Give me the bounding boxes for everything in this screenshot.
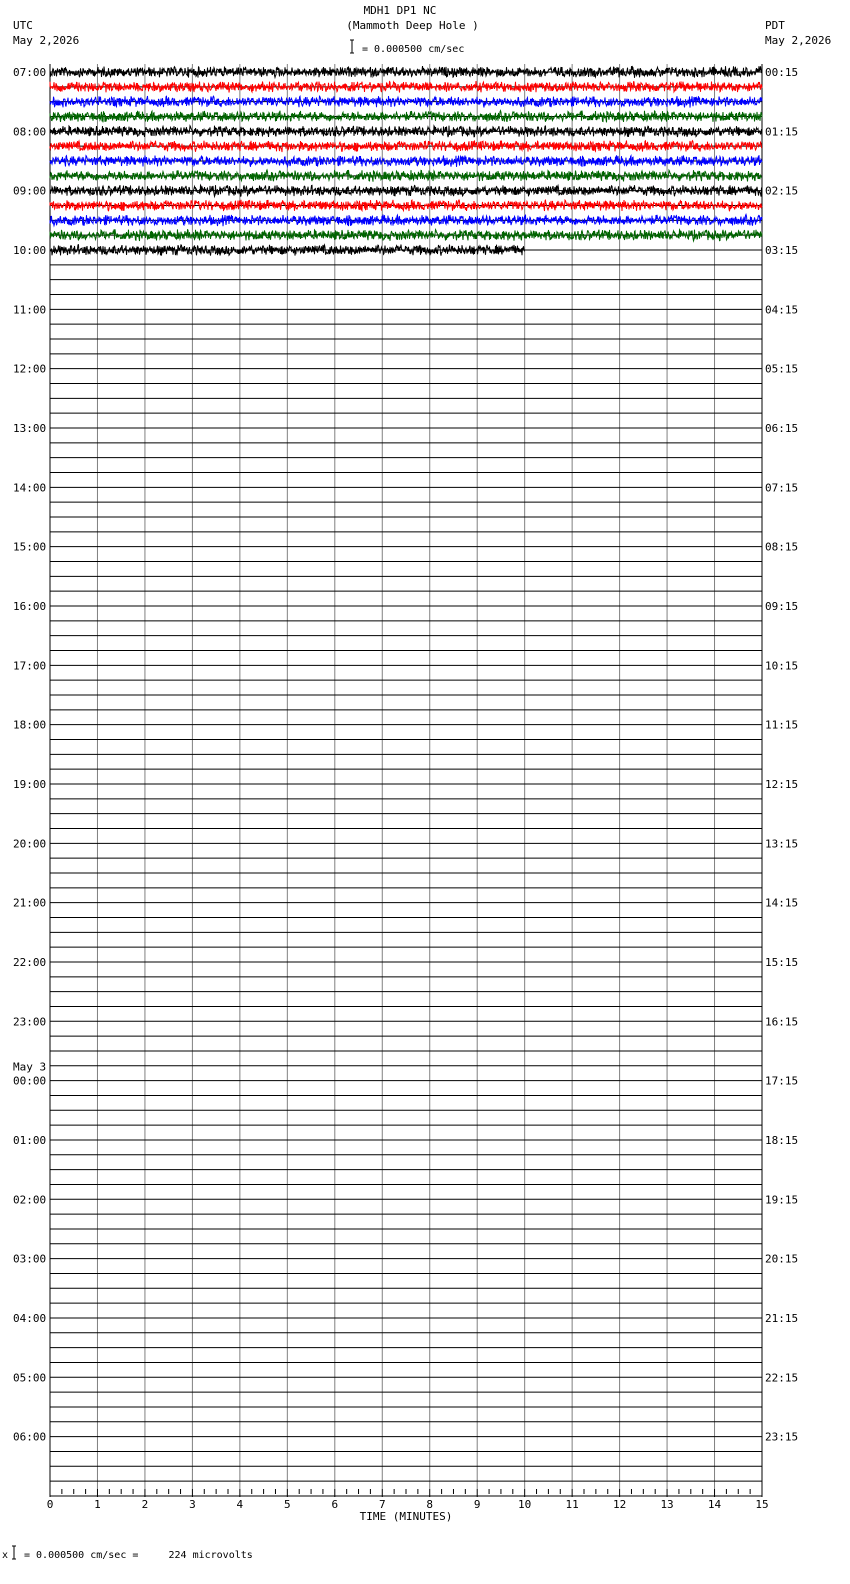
utc-hour-label: 02:00: [13, 1193, 47, 1207]
utc-hour-label: 03:00: [13, 1252, 47, 1266]
pdt-hour-label: 13:15: [765, 837, 799, 851]
station-location: (Mammoth Deep Hole ): [346, 19, 479, 32]
trace-row-8: [50, 185, 762, 197]
pdt-hour-label: 06:15: [765, 421, 799, 435]
pdt-hour-label: 10:15: [765, 659, 799, 673]
x-tick-label: 11: [565, 1498, 579, 1511]
day-change-label: May 3: [13, 1060, 47, 1074]
utc-hour-label: 22:00: [13, 955, 47, 969]
utc-hour-label: 16:00: [13, 599, 47, 613]
axis-labels: [12, 40, 798, 1559]
pdt-hour-label: 09:15: [765, 599, 799, 613]
trace-row-2: [50, 96, 762, 108]
utc-hour-label: 10:00: [13, 243, 47, 257]
pdt-hour-label: 21:15: [765, 1311, 799, 1325]
x-tick-label: 14: [707, 1498, 722, 1511]
pdt-hour-label: 16:15: [765, 1015, 799, 1029]
x-tick-label: 3: [189, 1498, 196, 1511]
trace-row-7: [50, 170, 762, 182]
utc-hour-label: 14:00: [13, 481, 47, 495]
pdt-hour-label: 00:15: [765, 66, 799, 79]
utc-hour-label: 15:00: [13, 540, 47, 554]
x-tick-label: 4: [236, 1498, 244, 1511]
x-tick-label: 1: [94, 1498, 101, 1511]
pdt-hour-label: 03:15: [765, 243, 799, 257]
trace-row-3: [50, 111, 762, 123]
plot-grid: [50, 64, 762, 1497]
x-tick-label: 5: [284, 1498, 291, 1511]
pdt-hour-label: 04:15: [765, 303, 799, 317]
pdt-hour-label: 15:15: [765, 955, 799, 969]
utc-hour-label: 07:00: [13, 66, 47, 79]
pdt-hour-label: 12:15: [765, 777, 799, 791]
x-tick-label: 7: [378, 1498, 386, 1511]
utc-hour-label: 12:00: [13, 362, 47, 376]
scale-label: = 0.000500 cm/sec: [362, 44, 465, 55]
pdt-hour-label: 20:15: [765, 1252, 799, 1266]
x-tick-label: 2: [141, 1498, 149, 1511]
pdt-hour-label: 01:15: [765, 125, 799, 139]
pdt-hour-label: 18:15: [765, 1133, 799, 1147]
utc-hour-label: 08:00: [13, 125, 47, 139]
footer-scale: = 0.000500 cm/sec = 224 microvolts: [24, 1550, 253, 1561]
x-tick-label: 10: [518, 1498, 532, 1511]
left-date: May 2,2026: [13, 34, 80, 47]
x-tick-label: 15: [755, 1498, 769, 1511]
utc-hour-label: 09:00: [13, 184, 47, 198]
utc-hour-label: 21:00: [13, 896, 47, 910]
right-timezone: PDT: [765, 19, 785, 32]
x-tick-label: 6: [331, 1498, 339, 1511]
x-tick-label: 0: [46, 1498, 54, 1511]
station-title: MDH1 DP1 NC: [363, 4, 437, 17]
utc-hour-label: 19:00: [13, 777, 47, 791]
x-axis-label: TIME (MINUTES): [359, 1510, 453, 1523]
utc-hour-label: 00:00: [13, 1074, 47, 1088]
x-tick-label: 13: [660, 1498, 674, 1511]
left-timezone: UTC: [13, 19, 33, 32]
trace-row-11: [50, 229, 762, 241]
pdt-hour-label: 05:15: [765, 362, 799, 376]
utc-hour-label: 06:00: [13, 1430, 47, 1444]
utc-hour-label: 05:00: [13, 1371, 47, 1385]
trace-row-1: [50, 81, 762, 92]
utc-hour-label: 23:00: [13, 1015, 47, 1029]
x-tick-label: 9: [473, 1498, 481, 1511]
utc-hour-label: 20:00: [13, 837, 47, 851]
pdt-hour-label: 23:15: [765, 1430, 799, 1444]
pdt-hour-label: 02:15: [765, 184, 799, 198]
utc-hour-label: 01:00: [13, 1133, 47, 1147]
pdt-hour-label: 08:15: [765, 540, 799, 554]
x-tick-label: 8: [426, 1498, 434, 1511]
footer-prefix: x: [2, 1550, 9, 1561]
right-date: May 2,2026: [765, 34, 832, 47]
x-tick-label: 12: [612, 1498, 627, 1511]
utc-hour-label: 18:00: [13, 718, 47, 732]
pdt-hour-label: 07:15: [765, 481, 799, 495]
utc-hour-label: 11:00: [13, 303, 47, 317]
pdt-hour-label: 17:15: [765, 1074, 799, 1088]
pdt-hour-label: 19:15: [765, 1193, 799, 1207]
utc-hour-label: 17:00: [13, 659, 47, 673]
pdt-hour-label: 11:15: [765, 718, 799, 732]
utc-hour-label: 13:00: [13, 421, 47, 435]
pdt-hour-label: 22:15: [765, 1371, 799, 1385]
utc-hour-label: 04:00: [13, 1311, 47, 1325]
pdt-hour-label: 14:15: [765, 896, 799, 910]
